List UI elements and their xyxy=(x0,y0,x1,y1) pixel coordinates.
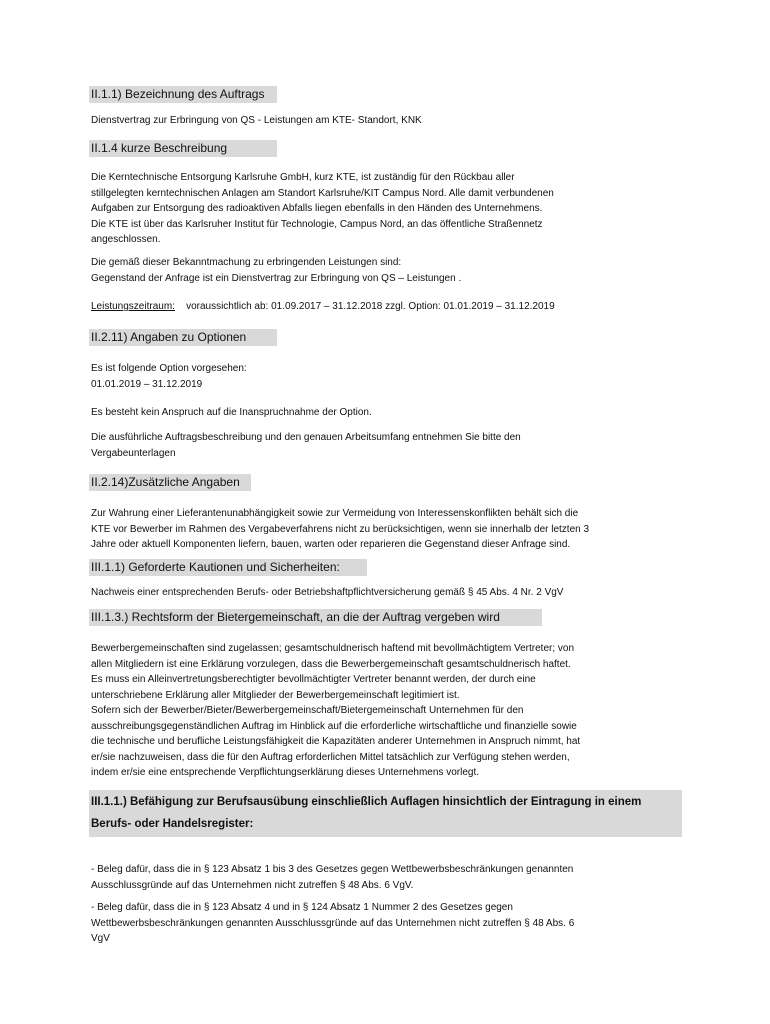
text-line: Nachweis einer entsprechenden Berufs- oder Betriebshaftpflichtversicherung gemäß § 45 Abs. 4 Nr. 2 VgV xyxy=(91,587,564,598)
paragraph-leistungen xyxy=(91,255,461,286)
text-line: Jahre oder aktuell Komponenten liefern, bauen, warten oder reparieren die Gegenstand dieser Anfrage sind. xyxy=(91,539,571,550)
text-line: Wettbewerbsbeschränkungen genannten Ausschlussgründe auf das Unternehmen nicht zutreffen § 48 Abs. 6 xyxy=(91,917,575,929)
text-line: Bewerbergemeinschaften sind zugelassen; gesamtschuldnerisch haftend mit bevollmächtigtem Vertreter; von xyxy=(91,643,575,654)
leistungszeitraum-line xyxy=(91,299,555,315)
text-line: Es muss ein Alleinvertretungsberechtigter bevollmächtigter Vertreter benannt werden, der durch eine xyxy=(91,674,536,685)
text-line: Gegenstand der Anfrage ist ein Dienstvertrag zur Erbringung von QS – Leistungen . xyxy=(91,272,462,284)
paragraph-kautionen xyxy=(91,585,563,601)
text-line: Aufgaben zur Entsorgung des radioaktiven Abfalls liegen ebenfalls in den Händen des Unternehmens. xyxy=(91,203,543,214)
paragraph-option xyxy=(91,361,247,392)
section-heading-kautionen: III.1.1) Geforderte Kautionen und Sicherheiten: xyxy=(89,559,367,576)
text-line: Es ist folgende Option vorgesehen: xyxy=(91,363,247,374)
text-line: Die KTE ist über das Karlsruher Institut für Technologie, Campus Nord, an das öffentliche Straßennetz xyxy=(91,218,543,230)
section-heading-zusaetzliche-angaben: II.2.14)Zusätzliche Angaben xyxy=(89,474,251,491)
paragraph-kein-anspruch xyxy=(91,405,372,421)
text-line: die technische und berufliche Leistungsfähigkeit die Kapazitäten anderer Unternehmen in Anspruch nimmt, hat xyxy=(91,736,581,747)
text-line: Sofern sich der Bewerber/Bieter/Bewerbergemeinschaft/Bietergemeinschaft Unternehmen für den xyxy=(91,705,524,716)
text-line: Die gemäß dieser Bekanntmachung zu erbringenden Leistungen sind: xyxy=(91,257,402,268)
text-line: Dienstvertrag zur Erbringung von QS - Leistungen am KTE- Standort, KNK xyxy=(91,115,422,126)
paragraph-zusaetzliche-angaben xyxy=(91,506,589,553)
text-line: Vergabeunterlagen xyxy=(91,447,176,459)
text-line: Zur Wahrung einer Lieferantenunabhängigkeit sowie zur Vermeidung von Interessenskonflikten behält sich die xyxy=(91,508,579,519)
text-line: ausschreibungsgegenständlichen Auftrag im Hinblick auf die erforderliche wirtschaftliche und finanzielle sowie xyxy=(91,720,577,732)
text-line: - Beleg dafür, dass die in § 123 Absatz 4 und in § 124 Absatz 1 Nummer 2 des Gesetzes gegen xyxy=(91,902,513,913)
text-line: Ausschlussgründe auf das Unternehmen nicht zutreffen § 48 Abs. 6 VgV. xyxy=(91,879,414,891)
text-line: - Beleg dafür, dass die in § 123 Absatz 1 bis 3 des Gesetzes gegen Wettbewerbsbeschränkungen genannten xyxy=(91,864,574,875)
paragraph-beschreibung xyxy=(91,170,554,248)
text-line: Die Kerntechnische Entsorgung Karlsruhe GmbH, kurz KTE, ist zuständig für den Rückbau aller xyxy=(91,172,515,183)
heading-line: Berufs- oder Handelsregister: xyxy=(91,818,254,830)
text-line: stillgelegten kerntechnischen Anlagen am Standort Karlsruhe/KIT Campus Nord. Alle damit verbundenen xyxy=(91,187,554,199)
heading-line: III.1.1.) Befähigung zur Berufsausübung einschließlich Auflagen hinsichtlich der Eintragung in einem xyxy=(91,796,642,808)
leistungszeitraum-value: voraussichtlich ab: 01.09.2017 – 31.12.2018 zzgl. Option: 01.01.2019 – 31.12.2019 xyxy=(186,301,555,312)
section-heading-optionen: II.2.11) Angaben zu Optionen xyxy=(89,329,277,346)
text-line: indem er/sie eine entsprechende Verpflichtungserklärung dieses Unternehmens vorlegt. xyxy=(91,767,480,778)
text-line: unterschriebene Erklärung aller Mitglieder der Bewerbergemeinschaft legitimiert ist. xyxy=(91,689,460,701)
paragraph-beleg-2 xyxy=(91,900,574,947)
text-line: KTE vor Bewerber im Rahmen des Vergabeverfahrens nicht zu berücksichtigen, wenn sie innerhalb der letzten 3 xyxy=(91,523,590,535)
text-line: VgV xyxy=(91,933,110,944)
section-heading-rechtsform: III.1.3.) Rechtsform der Bietergemeinschaft, an die der Auftrag vergeben wird xyxy=(89,609,542,626)
section-text-bezeichnung xyxy=(91,113,422,129)
paragraph-auftragsbeschreibung xyxy=(91,430,521,461)
paragraph-rechtsform xyxy=(91,641,580,781)
text-line: er/sie nachzuweisen, dass die für den Auftrag erforderlichen Mittel tatsächlich zur Verfügung stehen werden, xyxy=(91,751,570,763)
section-heading-kurze-beschreibung: II.1.4 kurze Beschreibung xyxy=(89,140,277,157)
text-line: allen Mitgliedern ist eine Erklärung vorzulegen, dass die Bewerbergemeinschaft gesamtschuldnerisch haftet. xyxy=(91,658,571,670)
text-line: Es besteht kein Anspruch auf die Inanspruchnahme der Option. xyxy=(91,407,372,418)
leistungszeitraum-label: Leistungszeitraum: xyxy=(91,301,175,312)
section-heading-befaehigung xyxy=(89,790,682,837)
text-line: angeschlossen. xyxy=(91,234,161,245)
text-line: Die ausführliche Auftragsbeschreibung und den genauen Arbeitsumfang entnehmen Sie bitte den xyxy=(91,432,521,443)
paragraph-beleg-1 xyxy=(91,862,573,893)
section-heading-bezeichnung: II.1.1) Bezeichnung des Auftrags xyxy=(89,86,277,103)
text-line: 01.01.2019 – 31.12.2019 xyxy=(91,378,203,390)
